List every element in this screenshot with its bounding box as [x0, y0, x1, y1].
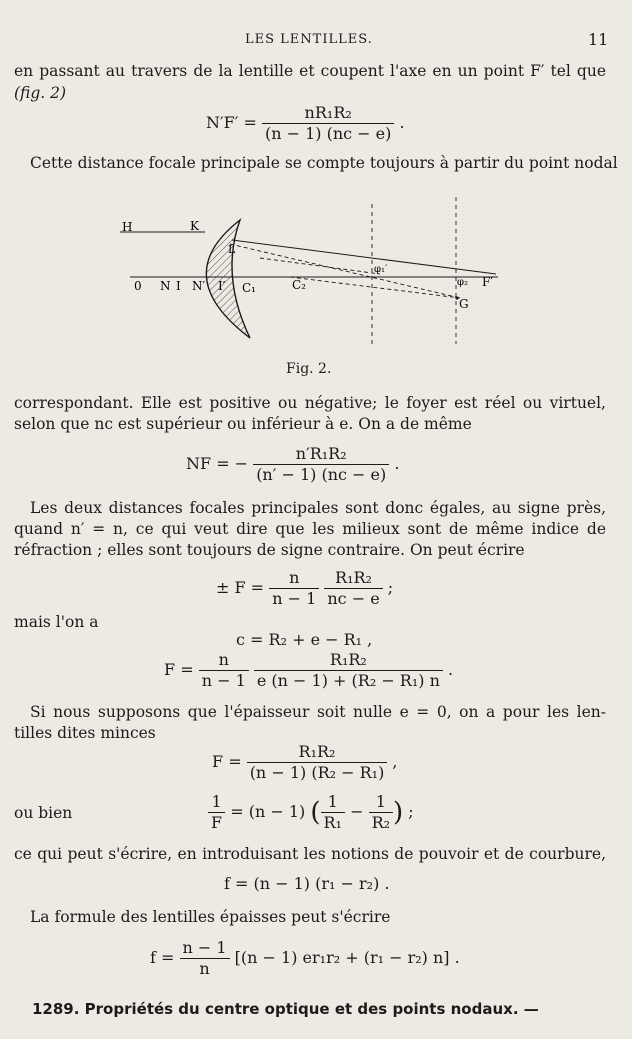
numerator: 1 — [369, 792, 393, 813]
fraction — [199, 650, 249, 691]
paragraph-line: ou bien — [14, 804, 73, 822]
fraction — [254, 650, 443, 691]
equation-8: f = (n − 1) (r₁ − r₂) . — [224, 874, 390, 893]
paragraph-line: quand n′ = n, ce qui veut dire que les milieux sont de même indice de — [14, 520, 606, 538]
paragraph-line: correspondant. Elle est positive ou négative; le foyer est réel ou virtuel, — [14, 394, 606, 412]
paragraph-line: mais l'on a — [14, 613, 99, 631]
paragraph-line: selon que nc est supérieur ou inférieur à e. On a de même — [14, 415, 472, 433]
eq-tail: , — [392, 752, 398, 771]
eq-lhs: F = — [164, 660, 194, 679]
label-phi1: φ₁′ — [374, 264, 388, 275]
label-Nprime: N′ — [192, 279, 206, 293]
label-G: G — [459, 297, 469, 311]
denominator: n − 1 — [201, 671, 246, 690]
denominator: e (n − 1) + (R₂ − R₁) n — [256, 671, 440, 690]
eq-lhs: ± F = — [216, 578, 265, 597]
fraction — [269, 568, 319, 609]
fraction — [208, 792, 225, 833]
numerator: n — [269, 568, 319, 589]
numerator: n′R₁R₂ — [253, 444, 389, 465]
dashed-ray — [230, 244, 460, 298]
eq-rhs: [(n − 1) er₁r₂ + (r₁ − r₂) n] . — [234, 948, 460, 967]
eq-lhs: NF = − — [186, 454, 249, 473]
fraction — [324, 568, 382, 609]
equation-7: $\frac{1}{F}$ = (n − 1) ( $\frac{1}{\text{R₁}}$ − $\frac{1}{\text{R₂}}$ ) ; — [208, 792, 414, 833]
numerator: 1 — [208, 792, 225, 813]
running-header — [0, 30, 632, 52]
eq-tail: ; — [387, 578, 394, 597]
denominator: nc − e — [327, 589, 380, 608]
label-H: H — [122, 220, 133, 234]
numerator: R₁R₂ — [324, 568, 382, 589]
paragraph-line: ce qui peut s'écrire, en introduisant les notions de pouvoir et de courbure, — [14, 845, 606, 863]
denominator: (n − 1) (nc − e) — [264, 124, 392, 143]
eq-lhs: f = — [150, 948, 175, 967]
fraction — [321, 792, 345, 833]
label-N: N — [160, 279, 171, 293]
eq-tail: ; — [408, 802, 414, 821]
denominator: (n′ − 1) (nc − e) — [256, 465, 387, 484]
fraction — [180, 938, 230, 979]
paragraph-line: en passant au travers de la lentille et coupent l'axe en un point F′ tel que — [14, 62, 606, 80]
eq-tail: . — [399, 113, 405, 132]
paragraph-line: réfraction ; elles sont toujours de signe contraire. On peut écrire — [14, 541, 525, 559]
figure-caption: Fig. 2. — [286, 361, 332, 377]
equation-1 — [206, 103, 405, 144]
numerator: n — [199, 650, 249, 671]
numerator: R₁R₂ — [254, 650, 443, 671]
label-C2: C₂ — [292, 278, 306, 292]
denominator: F — [211, 813, 223, 832]
label-I: I — [176, 279, 181, 293]
label-phi2: φ₂ — [457, 277, 469, 288]
label-Iprime: I′ — [218, 279, 226, 293]
eq-tail: . — [394, 454, 400, 473]
paragraph-line: (fig. 2) — [14, 84, 67, 102]
paragraph-line: Les deux distances focales principales sont donc égales, au signe près, — [30, 499, 606, 517]
section-heading: 1289. Propriétés du centre optique et des points nodaux. — — [32, 1000, 539, 1018]
denominator: n − 1 — [272, 589, 317, 608]
paragraph-line: Si nous supposons que l'épaisseur soit nulle e = 0, on a pour les len- — [30, 703, 606, 721]
label-O: 0 — [134, 279, 142, 293]
header-title: LES LENTILLES. — [245, 32, 373, 47]
lens-shape — [206, 220, 250, 338]
label-L: L — [228, 243, 236, 256]
page-number: 11 — [588, 30, 609, 49]
paragraph-line: La formule des lentilles épaisses peut s'écrire — [30, 908, 391, 926]
dashed-ray — [290, 277, 460, 298]
numerator: nR₁R₂ — [262, 103, 394, 124]
eq-minus: − — [350, 802, 364, 821]
equation-3 — [216, 568, 393, 609]
numerator: n − 1 — [180, 938, 230, 959]
label-C1: C₁ — [242, 281, 256, 295]
eq-lhs: F = — [212, 752, 242, 771]
numerator: R₁R₂ — [247, 742, 388, 763]
denominator: R₂ — [371, 813, 391, 832]
label-K: K — [190, 219, 199, 233]
eq-lhs: N′F′ = — [206, 113, 257, 132]
denominator: (n − 1) (R₂ − R₁) — [249, 763, 385, 782]
numerator: 1 — [321, 792, 345, 813]
eq-mid: = (n − 1) — [230, 802, 306, 821]
paragraph-line: tilles dites minces — [14, 724, 156, 742]
label-Fprime: F′ — [482, 275, 494, 289]
equation-9 — [150, 938, 460, 979]
eq-tail: . — [448, 660, 454, 679]
fraction — [253, 444, 389, 485]
equation-2 — [186, 444, 399, 485]
denominator: R₁ — [323, 813, 342, 832]
equation-4: c = R₂ + e − R₁ , — [236, 630, 373, 649]
denominator: n — [199, 959, 210, 978]
fraction — [369, 792, 393, 833]
lens-figure — [110, 192, 510, 352]
fraction — [247, 742, 388, 783]
equation-5 — [164, 650, 453, 691]
fraction — [262, 103, 394, 144]
paragraph-line: Cette distance focale principale se compte toujours à partir du point nodal — [30, 154, 618, 172]
dashed-ray — [260, 258, 380, 274]
equation-6 — [212, 742, 398, 783]
